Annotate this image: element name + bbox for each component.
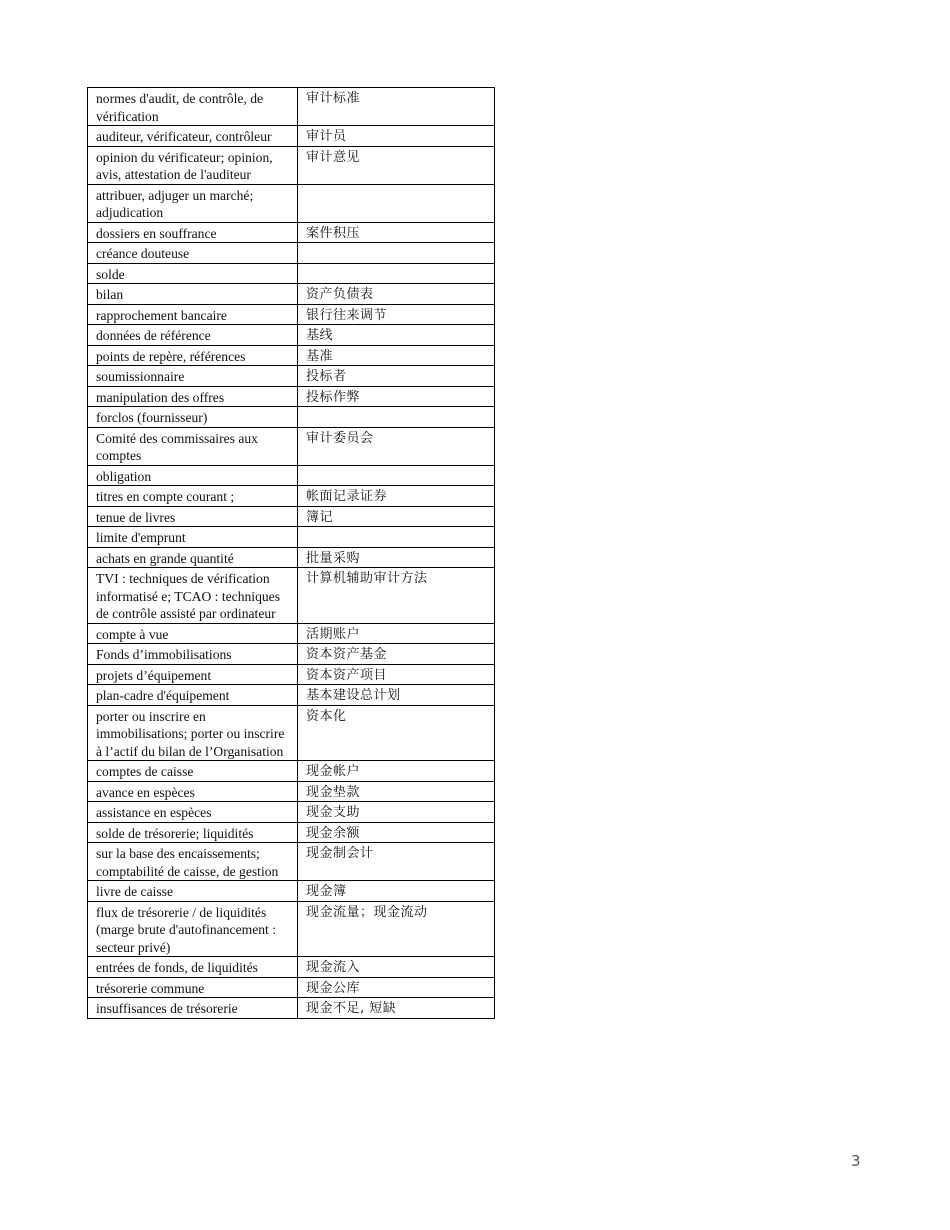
chinese-term-cell: 投标作弊 (298, 386, 495, 407)
table-row (88, 957, 495, 978)
chinese-term-cell: 计算机辅助审计方法 (298, 568, 495, 624)
chinese-term-cell: 现金帐户 (298, 761, 495, 782)
chinese-term-cell (298, 184, 495, 222)
french-term-cell: normes d'audit, de contrôle, de vérification (88, 88, 298, 126)
table-row (88, 263, 495, 284)
french-term-cell: entrées de fonds, de liquidités (88, 957, 298, 978)
chinese-term-cell: 现金不足, 短缺 (298, 998, 495, 1019)
chinese-term-cell: 资本资产基金 (298, 644, 495, 665)
table-row (88, 781, 495, 802)
table-row (88, 222, 495, 243)
french-term-cell: comptes de caisse (88, 761, 298, 782)
chinese-term-cell (298, 263, 495, 284)
chinese-term-cell: 现金余额 (298, 822, 495, 843)
french-term-cell: TVI : techniques de vérification informatisé e; TCAO : techniques de contrôle assisté par ordinateur (88, 568, 298, 624)
french-term-cell: achats en grande quantité (88, 547, 298, 568)
chinese-term-cell: 现金支助 (298, 802, 495, 823)
chinese-term-cell: 资本资产项目 (298, 664, 495, 685)
french-term-cell: forclos (fournisseur) (88, 407, 298, 428)
table-row (88, 705, 495, 761)
french-term-cell: attribuer, adjuger un marché; adjudication (88, 184, 298, 222)
table-row (88, 644, 495, 665)
french-term-cell: insuffisances de trésorerie (88, 998, 298, 1019)
french-term-cell: soumissionnaire (88, 366, 298, 387)
chinese-term-cell (298, 243, 495, 264)
table-row (88, 407, 495, 428)
french-term-cell: solde de trésorerie; liquidités (88, 822, 298, 843)
table-row (88, 802, 495, 823)
chinese-term-cell (298, 407, 495, 428)
french-term-cell: avance en espèces (88, 781, 298, 802)
page-number: 3 (851, 1152, 861, 1170)
chinese-term-cell: 基线 (298, 325, 495, 346)
french-term-cell: points de repère, références (88, 345, 298, 366)
french-term-cell: projets d’équipement (88, 664, 298, 685)
french-term-cell: livre de caisse (88, 881, 298, 902)
french-term-cell: créance douteuse (88, 243, 298, 264)
french-term-cell: Fonds d’immobilisations (88, 644, 298, 665)
chinese-term-cell: 基本建设总计划 (298, 685, 495, 706)
chinese-term-cell: 资本化 (298, 705, 495, 761)
table-row (88, 547, 495, 568)
table-row (88, 366, 495, 387)
table-row (88, 284, 495, 305)
chinese-term-cell: 审计标准 (298, 88, 495, 126)
chinese-term-cell: 现金流量；现金流动 (298, 901, 495, 957)
french-term-cell: dossiers en souffrance (88, 222, 298, 243)
chinese-term-cell: 簿记 (298, 506, 495, 527)
french-term-cell: porter ou inscrire en immobilisations; porter ou inscrire à l’actif du bilan de l’Organisation (88, 705, 298, 761)
chinese-term-cell: 现金垫款 (298, 781, 495, 802)
french-term-cell: assistance en espèces (88, 802, 298, 823)
table-row (88, 901, 495, 957)
french-term-cell: manipulation des offres (88, 386, 298, 407)
glossary-table-body (88, 88, 495, 1019)
chinese-term-cell: 现金流入 (298, 957, 495, 978)
chinese-term-cell: 活期账户 (298, 623, 495, 644)
table-row (88, 427, 495, 465)
table-row (88, 325, 495, 346)
french-term-cell: obligation (88, 465, 298, 486)
chinese-term-cell: 资产负债表 (298, 284, 495, 305)
table-row (88, 998, 495, 1019)
french-term-cell: titres en compte courant ; (88, 486, 298, 507)
french-term-cell: rapprochement bancaire (88, 304, 298, 325)
chinese-term-cell: 基准 (298, 345, 495, 366)
table-row (88, 345, 495, 366)
french-term-cell: sur la base des encaissements; comptabilité de caisse, de gestion (88, 843, 298, 881)
table-row (88, 304, 495, 325)
chinese-term-cell (298, 527, 495, 548)
chinese-term-cell: 银行往来调节 (298, 304, 495, 325)
table-row (88, 664, 495, 685)
french-term-cell: opinion du vérificateur; opinion, avis, attestation de l'auditeur (88, 146, 298, 184)
french-term-cell: flux de trésorerie / de liquidités (marge brute d'autofinancement : secteur privé) (88, 901, 298, 957)
glossary-table (87, 87, 495, 1019)
chinese-term-cell (298, 465, 495, 486)
french-term-cell: bilan (88, 284, 298, 305)
table-row (88, 977, 495, 998)
chinese-term-cell: 审计意见 (298, 146, 495, 184)
table-row (88, 843, 495, 881)
table-row (88, 465, 495, 486)
chinese-term-cell: 现金制会计 (298, 843, 495, 881)
french-term-cell: auditeur, vérificateur, contrôleur (88, 126, 298, 147)
chinese-term-cell: 批量采购 (298, 547, 495, 568)
table-row (88, 88, 495, 126)
table-row (88, 126, 495, 147)
table-row (88, 881, 495, 902)
french-term-cell: trésorerie commune (88, 977, 298, 998)
chinese-term-cell: 案件积压 (298, 222, 495, 243)
table-row (88, 506, 495, 527)
table-row (88, 486, 495, 507)
chinese-term-cell: 投标者 (298, 366, 495, 387)
table-row (88, 685, 495, 706)
table-row (88, 146, 495, 184)
french-term-cell: solde (88, 263, 298, 284)
table-row (88, 568, 495, 624)
french-term-cell: plan-cadre d'équipement (88, 685, 298, 706)
french-term-cell: données de référence (88, 325, 298, 346)
table-row (88, 822, 495, 843)
table-row (88, 761, 495, 782)
chinese-term-cell: 现金簿 (298, 881, 495, 902)
chinese-term-cell: 帐面记录证券 (298, 486, 495, 507)
table-row (88, 527, 495, 548)
table-row (88, 386, 495, 407)
table-row (88, 243, 495, 264)
french-term-cell: tenue de livres (88, 506, 298, 527)
chinese-term-cell: 审计员 (298, 126, 495, 147)
table-row (88, 184, 495, 222)
french-term-cell: limite d'emprunt (88, 527, 298, 548)
chinese-term-cell: 审计委员会 (298, 427, 495, 465)
chinese-term-cell: 现金公库 (298, 977, 495, 998)
table-row (88, 623, 495, 644)
french-term-cell: Comité des commissaires aux comptes (88, 427, 298, 465)
french-term-cell: compte à vue (88, 623, 298, 644)
